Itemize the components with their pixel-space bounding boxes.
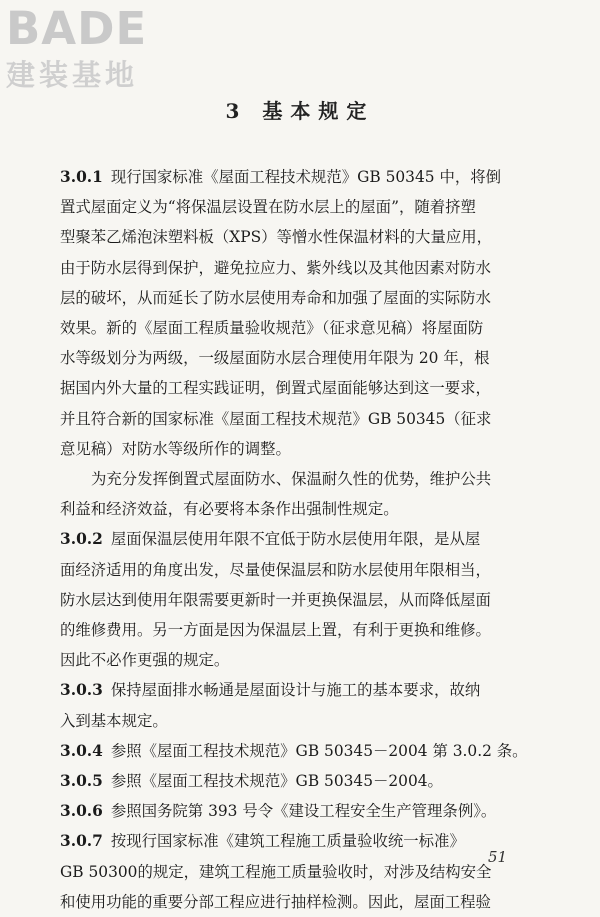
text-line — [60, 645, 540, 675]
text-line — [60, 434, 540, 464]
clause-text: 利益和经济效益，有必要将本条作出强制性规定。 — [60, 500, 399, 519]
clause-number: 3.0.3 — [60, 681, 103, 700]
clause-text: 参照《屋面工程技术规范》GB 50345－2004 第 3.0.2 条。 — [110, 741, 528, 760]
watermark-logo — [6, 4, 147, 92]
watermark-chinese: 建装基地 — [6, 58, 139, 92]
text-line — [60, 494, 540, 524]
text-line — [60, 222, 540, 252]
chapter-title: 3 基本规定 — [225, 99, 375, 123]
clause-text: 屋面保温层使用年限不宜低于防水层使用年限，是从屋 — [110, 530, 481, 549]
text-line — [60, 192, 540, 222]
clause-text: 效果。新的《屋面工程质量验收规范》（征求意见稿）将屋面防 — [60, 319, 484, 338]
clause-number: 3.0.5 — [60, 772, 103, 791]
clause-text: 据国内外大量的工程实践证明，倒置式屋面能够达到这一要求， — [60, 379, 491, 398]
clause-text: 因此不必作更强的规定。 — [60, 651, 230, 670]
clause-text: 意见稿）对防水等级所作的调整。 — [60, 439, 291, 458]
clause-text: 面经济适用的角度出发，尽量使保温层和防水层使用年限相当， — [60, 560, 491, 579]
text-line — [60, 615, 540, 645]
clause-text: 保持屋面排水畅通是屋面设计与施工的基本要求，故纳 — [110, 681, 481, 700]
clause-number: 3.0.7 — [60, 832, 103, 851]
page-number: 51 — [488, 848, 508, 866]
text-line — [60, 796, 540, 826]
clause-text: 按现行国家标准《建筑工程施工质量验收统一标准》 — [110, 832, 465, 851]
text-line — [60, 464, 540, 494]
text-line — [60, 524, 540, 554]
clause-text: 参照国务院第 393 号令《建设工程安全生产管理条例》。 — [110, 802, 497, 821]
clause-text: 现行国家标准《屋面工程技术规范》GB 50345 中，将倒 — [110, 168, 502, 186]
clause-text: 水等级划分为两级，一级屋面防水层合理使用年限为 20 年，根 — [60, 349, 490, 368]
clause-text: 置式屋面定义为“将保温层设置在防水层上的屋面”，随着挤塑 — [60, 198, 476, 217]
clause-text: GB 50300的规定，建筑工程施工质量验收时，对涉及结构安全 — [60, 862, 492, 881]
text-line — [60, 706, 540, 736]
text-line — [60, 826, 540, 856]
clause-number: 3.0.2 — [60, 530, 103, 549]
clause-text: 由于防水层得到保护，避免拉应力、紫外线以及其他因素对防水 — [60, 258, 491, 277]
text-line — [60, 585, 540, 615]
clause-text: 型聚苯乙烯泡沫塑料板（XPS）等憎水性保温材料的大量应用， — [60, 228, 493, 247]
clause-text: 为充分发挥倒置式屋面防水、保温耐久性的优势，维护公共 — [91, 470, 492, 489]
clause-number: 3.0.1 — [60, 168, 103, 186]
clause-text: 和使用功能的重要分部工程应进行抽样检测。因此，屋面工程验 — [60, 892, 491, 911]
clause-text: 防水层达到使用年限需要更新时一并更换保温层，从而降低屋面 — [60, 590, 491, 609]
text-line — [60, 404, 540, 434]
text-line — [60, 283, 540, 313]
body-text — [60, 162, 540, 917]
clause-text: 入到基本规定。 — [60, 711, 168, 730]
clause-text: 的维修费用。另一方面是因为保温层上置，有利于更换和维修。 — [60, 621, 491, 640]
watermark-latin: BADE — [6, 2, 148, 55]
text-line — [60, 253, 540, 283]
text-line — [60, 736, 540, 766]
text-line — [60, 675, 540, 705]
clause-text: 层的破坏，从而延长了防水层使用寿命和加强了屋面的实际防水 — [60, 288, 491, 307]
text-line — [60, 343, 540, 373]
text-line — [60, 555, 540, 585]
clause-text: 并且符合新的国家标准《屋面工程技术规范》GB 50345（征求 — [60, 409, 492, 428]
clause-number: 3.0.4 — [60, 741, 103, 760]
text-line — [60, 857, 540, 887]
clause-number: 3.0.6 — [60, 802, 103, 821]
clause-text: 参照《屋面工程技术规范》GB 50345－2004。 — [110, 772, 443, 791]
text-line — [60, 313, 540, 343]
text-line — [60, 162, 540, 192]
text-line — [60, 373, 540, 403]
text-line — [60, 766, 540, 796]
text-line — [60, 887, 540, 917]
